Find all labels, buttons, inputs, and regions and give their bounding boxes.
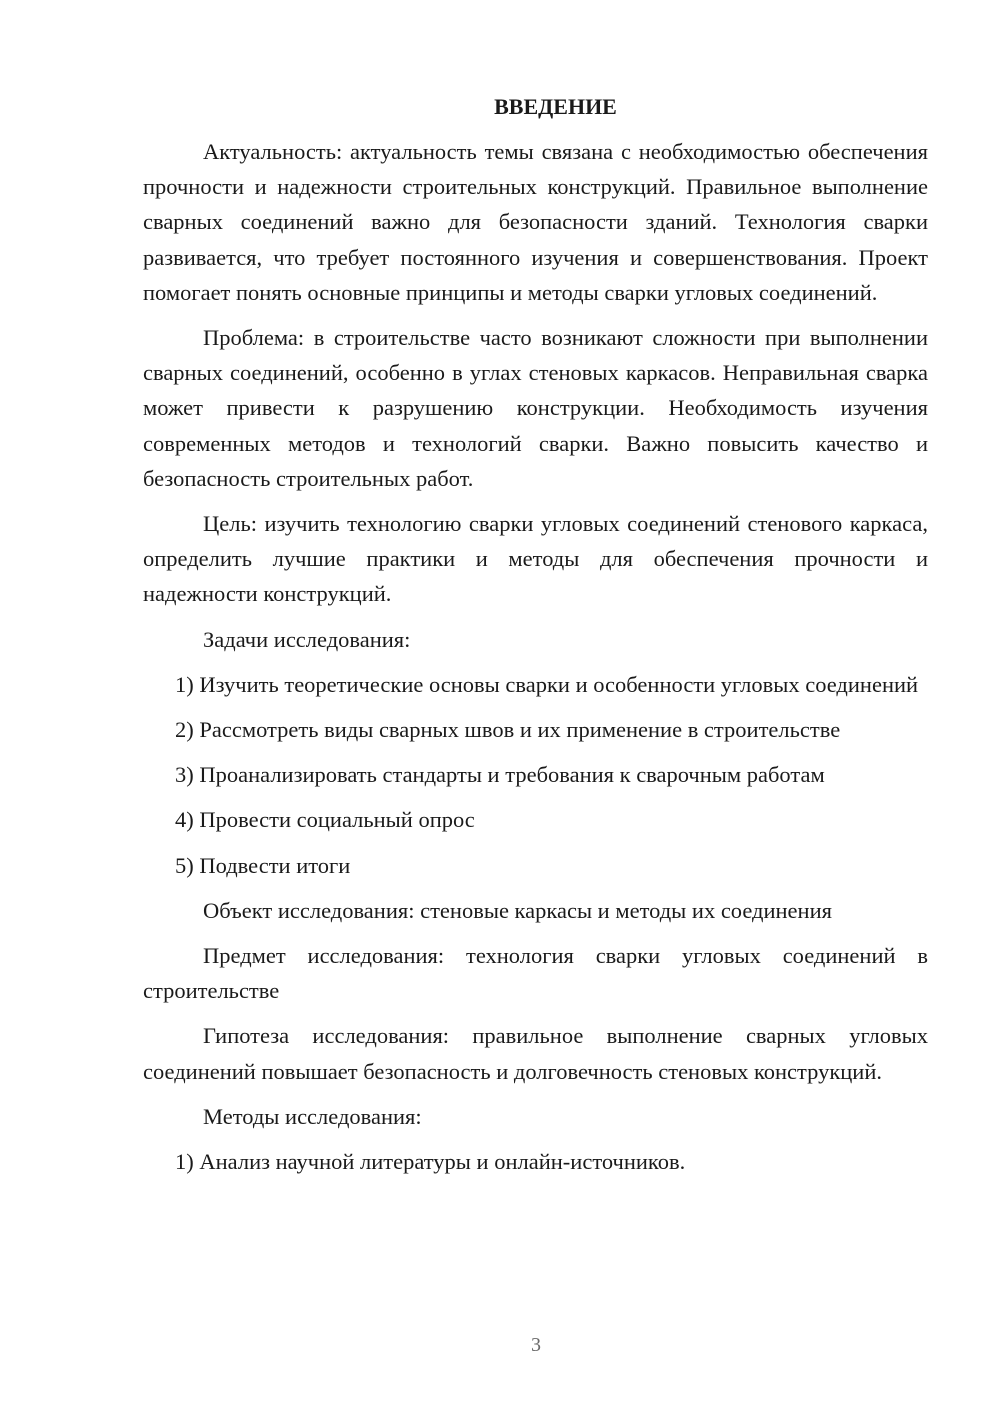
object-line: Объект исследования: стеновые каркасы и методы их соединения [203,897,832,923]
tasks-title: Задачи исследования: [203,626,411,652]
goal-paragraph: Цель: изучить технологию сварки угловых соединений стенового каркаса, определить лучшие практики и методы для обеспечения прочности и надежности конструкций. [143,511,928,607]
page-number: 3 [531,1334,541,1356]
subject-paragraph: Предмет исследования: технология сварки угловых соединений в строительстве [143,943,928,1004]
task-item-5: 5) Подвести итоги [175,852,351,878]
problem-paragraph: Проблема: в строительстве часто возникают сложности при выполнении сварных соединений, особенно в углах стеновых каркасов. Неправильная сварка может привести к разрушению конструкции. Необходимость изучения современных методов и технологий сварки. Важно повысить качество и безопасность строительных работ. [143,325,928,491]
method-item-1: 1) Анализ научной литературы и онлайн-источников. [175,1149,686,1175]
task-item-1: 1) Изучить теоретические основы сварки и особенности угловых соединений [175,671,919,697]
hypothesis-paragraph: Гипотеза исследования: правильное выполнение сварных угловых соединений повышает безопасность и долговечность стеновых конструкций. [143,1023,928,1084]
task-item-4: 4) Провести социальный опрос [175,807,475,833]
section-heading: ВВЕДЕНИЕ [494,94,617,119]
document-page [143,92,928,1189]
relevance-paragraph: Актуальность: актуальность темы связана с необходимостью обеспечения прочности и надежности строительных конструкций. Правильное выполнение сварных соединений важно для безопасности зданий. Технология сварки развивается, что требует постоянного изучения и совершенствования. Проект помогает понять основные принципы и методы сварки угловых соединений. [143,139,928,305]
task-item-3: 3) Проанализировать стандарты и требования к сварочным работам [175,762,825,788]
task-item-2: 2) Рассмотреть виды сварных швов и их применение в строительстве [175,717,841,743]
methods-title: Методы исследования: [203,1103,422,1129]
